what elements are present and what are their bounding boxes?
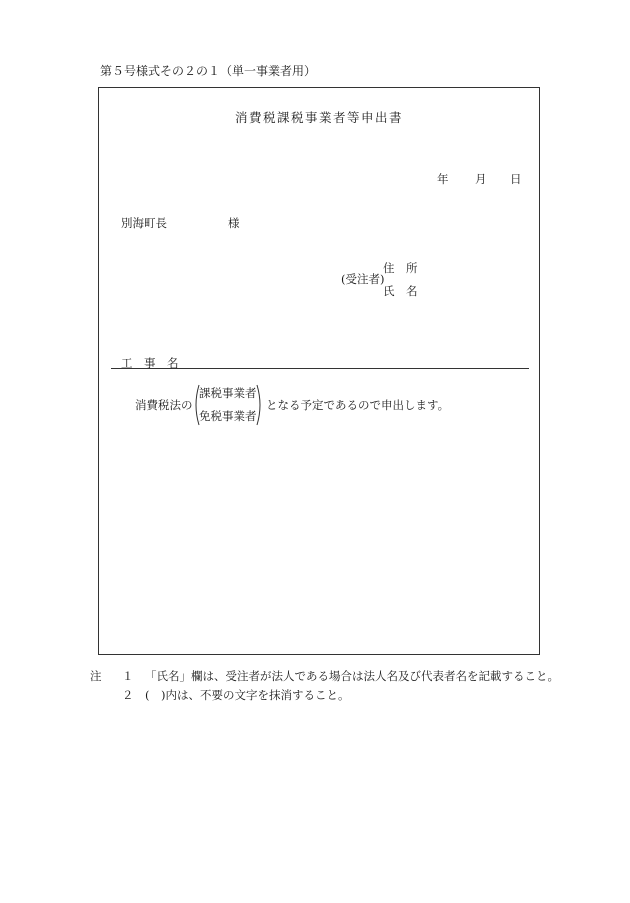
- note-text: 「氏名」欄は、受注者が法人である場合は法人名及び代表者名を記載すること。: [145, 669, 559, 683]
- honorific: 様: [228, 216, 240, 230]
- party-role: (受注者): [341, 272, 385, 286]
- option-taxable: 課税事業者: [199, 386, 257, 400]
- note-number: ２: [122, 688, 134, 702]
- project-name-underline: [111, 368, 529, 369]
- declaration-lead: 消費税法の: [135, 398, 193, 412]
- option-exempt: 免税事業者: [199, 409, 257, 423]
- name-label: 氏 名: [383, 284, 418, 298]
- form-id: 第５号様式その２の１（単一事業者用）: [100, 64, 317, 78]
- project-name-label: 工 事 名: [121, 356, 179, 370]
- form-frame: [98, 87, 540, 655]
- note-number: １: [122, 669, 134, 683]
- addressee: 別海町長: [121, 216, 167, 230]
- declaration-tail: となる予定であるので申出します。: [266, 398, 450, 412]
- note-text: ( )内は、不要の文字を抹消すること。: [145, 688, 350, 702]
- date-year-label: 年: [437, 172, 449, 186]
- notes-heading: 注: [90, 669, 102, 683]
- date-month-label: 月: [475, 172, 487, 186]
- address-label: 住 所: [383, 261, 418, 275]
- form-title: 消費税課税事業者等申出書: [234, 110, 403, 125]
- date-day-label: 日: [510, 172, 522, 186]
